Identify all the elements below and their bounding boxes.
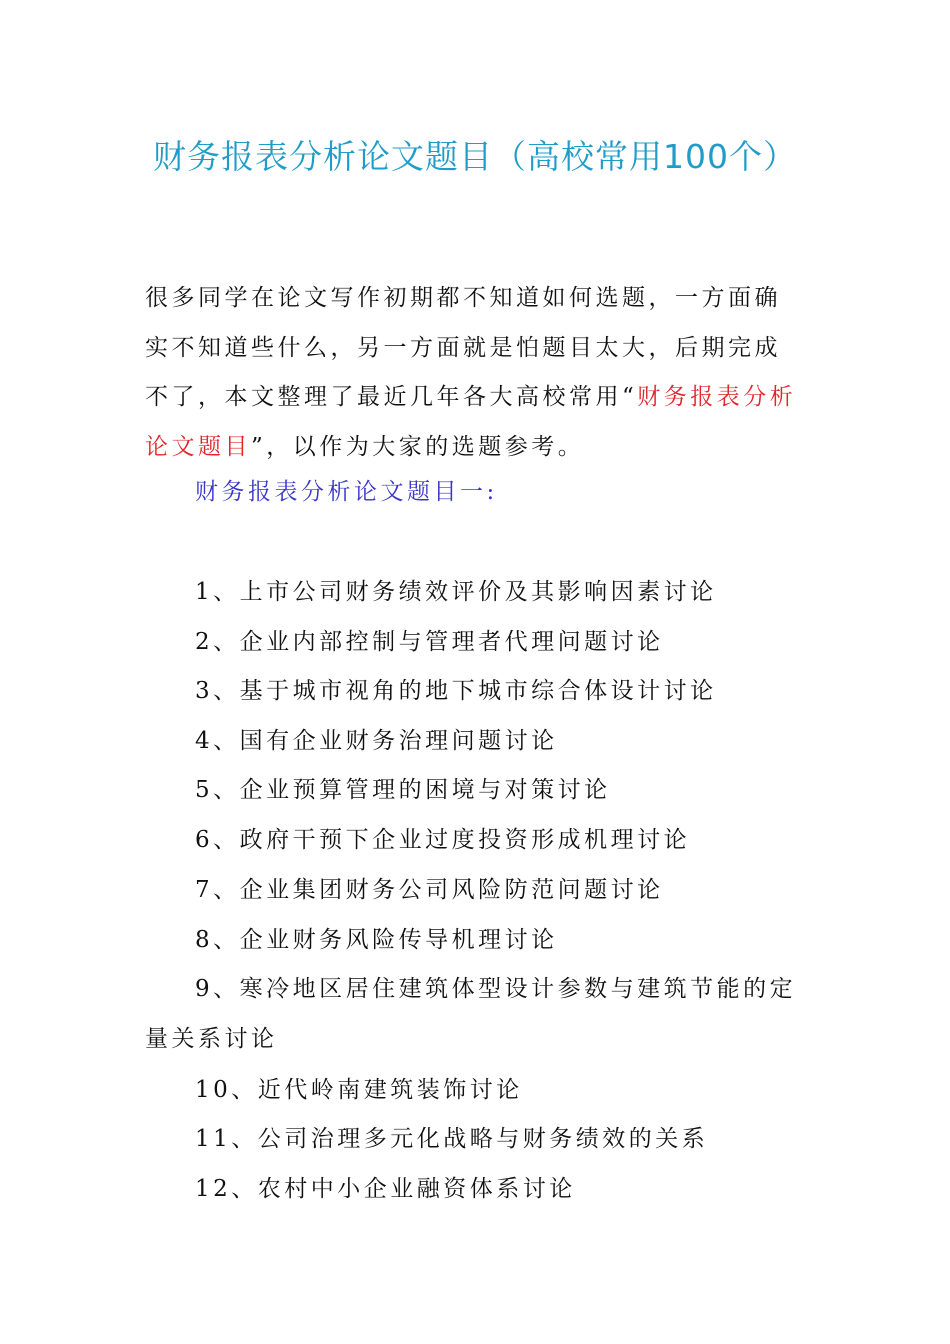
list-item: 6、政府干预下企业过度投资形成机理讨论	[195, 827, 691, 853]
intro-text-before: 很多同学在论文写作初期都不知道如何选题，一方面确实不知道些什么，另一方面就是怕题目太大，后期完成不了，本文整理了最近几年各大高校常用“	[145, 285, 781, 410]
list-item: 12、农村中小企业融资体系讨论	[195, 1176, 576, 1202]
list-item: 3、基于城市视角的地下城市综合体设计讨论	[195, 678, 717, 704]
section-heading: 财务报表分析论文题目一:	[195, 479, 498, 505]
intro-text-after: ”，以作为大家的选题参考。	[251, 433, 585, 460]
list-item: 9、寒冷地区居住建筑体型设计参数与建筑节能的定量关系讨论	[145, 976, 797, 1052]
list-item: 11、公司治理多元化战略与财务绩效的关系	[195, 1126, 709, 1152]
document-title: 财务报表分析论文题目（高校常用100个）	[153, 137, 797, 176]
list-item: 7、企业集团财务公司风险防范问题讨论	[195, 877, 664, 903]
list-item: 2、企业内部控制与管理者代理问题讨论	[195, 629, 664, 655]
list-item: 4、国有企业财务治理问题讨论	[195, 728, 558, 754]
intro-paragraph	[145, 274, 805, 472]
intro-highlight: 财务报表分析论文题目	[145, 384, 797, 460]
list-item: 1、上市公司财务绩效评价及其影响因素讨论	[195, 579, 717, 605]
list-item: 10、近代岭南建筑装饰讨论	[195, 1077, 523, 1103]
list-item: 5、企业预算管理的困境与对策讨论	[195, 777, 611, 803]
list-item: 8、企业财务风险传导机理讨论	[195, 927, 558, 953]
